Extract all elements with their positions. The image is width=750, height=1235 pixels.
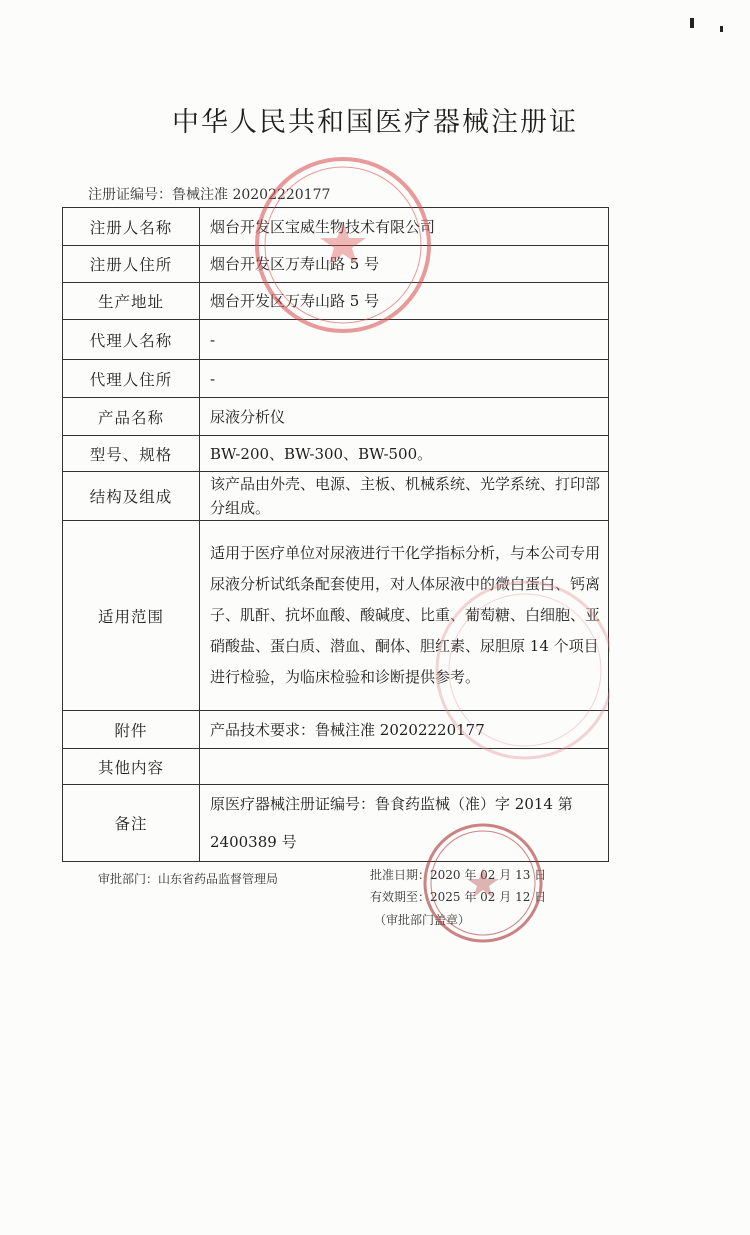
row-label: 其他内容 [63, 749, 200, 785]
table-row [63, 208, 609, 246]
table-row [63, 246, 609, 283]
row-label: 备注 [63, 785, 200, 862]
row-value: - [200, 360, 609, 398]
row-value: 产品技术要求：鲁械注准 20202220177 [200, 711, 609, 749]
table-row [63, 436, 609, 472]
table-row [63, 283, 609, 320]
row-value: 烟台开发区万寿山路 5 号 [200, 283, 609, 320]
table-row [63, 521, 609, 711]
row-label: 产品名称 [63, 398, 200, 436]
valid-until: 有效期至：2025 年 02 月 12 日 [370, 890, 547, 904]
row-value: BW-200、BW-300、BW-500。 [200, 436, 609, 472]
scan-mark [720, 26, 723, 32]
certificate-table [62, 207, 609, 862]
row-value: 烟台开发区宝威生物技术有限公司 [200, 208, 609, 246]
row-value: 原医疗器械注册证编号：鲁食药监械（准）字 2014 第 2400389 号 [200, 785, 609, 862]
table-row [63, 398, 609, 436]
row-label: 代理人住所 [63, 360, 200, 398]
row-value: 该产品由外壳、电源、主板、机械系统、光学系统、打印部分组成。 [200, 472, 609, 521]
table-row [63, 749, 609, 785]
table-row [63, 785, 609, 862]
document-title: 中华人民共和国医疗器械注册证 [172, 107, 578, 138]
row-value: 适用于医疗单位对尿液进行干化学指标分析，与本公司专用尿液分析试纸条配套使用，对人体尿液中的微白蛋白、钙离子、肌酐、抗坏血酸、酸碱度、比重、葡萄糖、白细胞、亚硝酸盐、蛋白质、潜血、酮体、胆红素、尿胆原 14 个项目进行检验，为临床检验和诊断提供参考。 [200, 521, 609, 711]
table-row [63, 320, 609, 360]
seal-note: （审批部门盖章） [374, 913, 471, 927]
approval-date: 批准日期：2020 年 02 月 13 日 [370, 868, 547, 882]
row-label: 注册人住所 [63, 246, 200, 283]
table-row [63, 360, 609, 398]
approval-department: 审批部门：山东省药品监督管理局 [98, 872, 279, 886]
row-label: 适用范围 [63, 521, 200, 711]
row-value: 烟台开发区万寿山路 5 号 [200, 246, 609, 283]
row-label: 附件 [63, 711, 200, 749]
row-value: 尿液分析仪 [200, 398, 609, 436]
row-label: 型号、规格 [63, 436, 200, 472]
row-label: 生产地址 [63, 283, 200, 320]
row-value [200, 749, 609, 785]
scan-mark [690, 18, 694, 28]
registration-number: 注册证编号：鲁械注准 20202220177 [88, 187, 331, 203]
table-row [63, 472, 609, 521]
row-label: 注册人名称 [63, 208, 200, 246]
row-label: 结构及组成 [63, 472, 200, 521]
row-value: - [200, 320, 609, 360]
row-label: 代理人名称 [63, 320, 200, 360]
table-row [63, 711, 609, 749]
